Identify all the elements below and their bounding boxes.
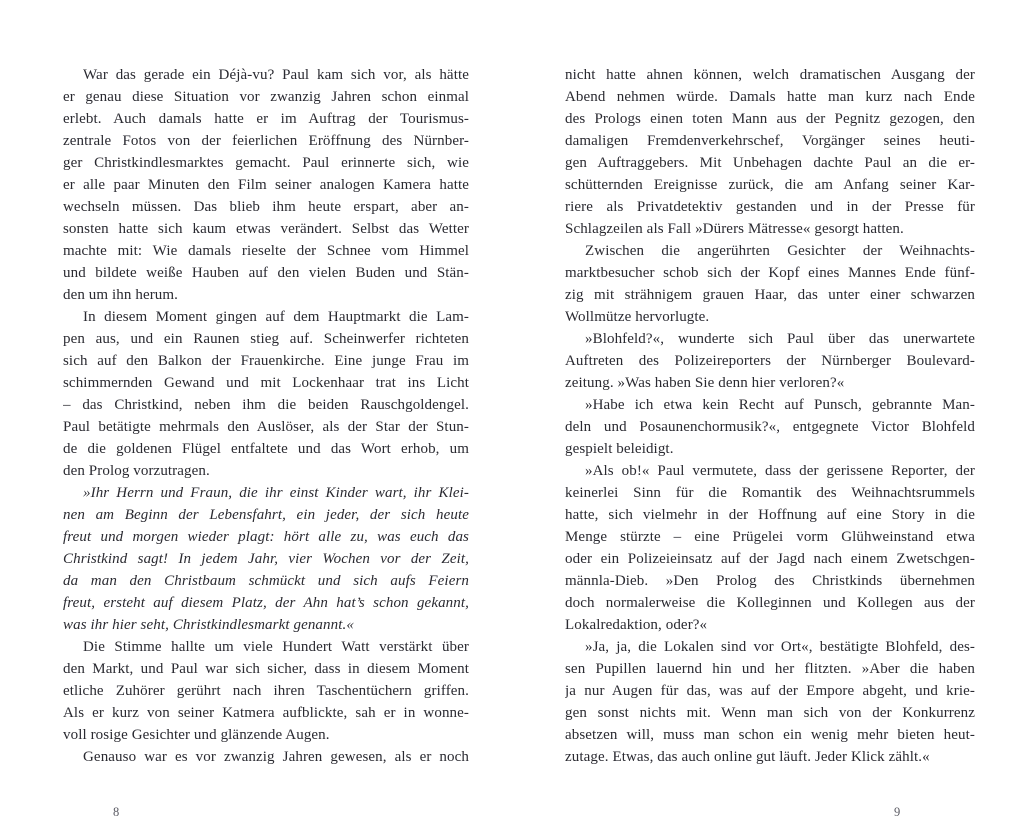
text-line: hatte, sich vielmehr in der Hoffnung auf eine Story in die xyxy=(565,507,975,523)
text-line: voll rosige Gesichter und glänzende Augen. xyxy=(63,727,330,743)
text-line: »Blohfeld?«, wunderte sich Paul über das unerwartete xyxy=(585,331,975,347)
text-line: gen sonst nichts mit. Wenn man sich von der Konkurrenz xyxy=(565,705,975,721)
paragraph xyxy=(63,306,469,482)
text-line: ger Christkindlesmarktes gemacht. Paul erinnerte sich, wie xyxy=(63,155,469,171)
text-line: oder ein Polizeieinsatz auf der Jagd nach einem Zwetschgen- xyxy=(565,551,975,567)
text-line: sonsten hatte sich kaum etwas verändert. Selbst das Wetter xyxy=(63,221,469,237)
page-number-left: 8 xyxy=(113,805,120,819)
paragraph xyxy=(63,746,469,768)
text-line: sen Pupillen lauernd hin und her flitzten. »Aber die haben xyxy=(565,661,975,677)
text-line: zutage. Etwas, das auch online gut läuft. Jeder Klick zählt.« xyxy=(565,749,930,765)
text-line: – das Christkind, neben ihm die beiden Rauschgoldengel. xyxy=(63,397,469,413)
text-line: wechseln müssen. Das blieb ihm heute erspart, aber an- xyxy=(63,199,469,215)
right-page xyxy=(565,64,975,768)
text-line: da man den Christbaum schmückt und sich aufs Feiern xyxy=(63,573,469,589)
text-line: freut und morgen wieder plagt: hört alle zu, was euch das xyxy=(63,529,469,545)
text-line: Abend nehmen würde. Damals hatte man kurz nach Ende xyxy=(565,89,975,105)
text-line: de die goldenen Flügel entfaltete und das Wort erhob, um xyxy=(63,441,469,457)
text-line: »Habe ich etwa kein Recht auf Punsch, gebrannte Man- xyxy=(585,397,975,413)
text-line: »Ihr Herrn und Fraun, die ihr einst Kinder wart, ihr Klei- xyxy=(83,485,469,501)
left-page xyxy=(63,64,469,768)
text-line: damaligen Fremdenverkehrschef, Vorgänger seines heuti- xyxy=(565,133,975,149)
paragraph xyxy=(565,394,975,460)
text-line: Christkind sagt! In jedem Jahr, vier Wochen vor der Zeit, xyxy=(63,551,469,567)
paragraph xyxy=(63,482,469,636)
text-line: sich auf den Balkon der Frauenkirche. Eine junge Frau im xyxy=(63,353,469,369)
text-line: riere als Privatdetektiv gestanden und in der Presse für xyxy=(565,199,975,215)
paragraph xyxy=(565,240,975,328)
text-line: machte mit: Wie damals rieselte der Schnee vom Himmel xyxy=(63,243,469,259)
text-line: er genau diese Situation vor zwanzig Jahren schon einmal xyxy=(63,89,469,105)
text-line: den um ihn herum. xyxy=(63,287,179,303)
text-line: Schlagzeilen als Fall »Dürers Mätresse« gesorgt hatten. xyxy=(565,221,904,237)
text-line: schütternden Ereignisse zurück, die am Anfang seiner Kar- xyxy=(565,177,975,193)
paragraph xyxy=(565,328,975,394)
text-line: Wollmütze hervorlugte. xyxy=(565,309,710,325)
text-line: den Markt, und Paul war sich sicher, dass in diesem Moment xyxy=(63,661,469,677)
text-line: War das gerade ein Déjà-vu? Paul kam sich vor, als hätte xyxy=(83,67,469,83)
text-line: nen am Beginn der Lebensfahrt, ein jeder, der sich heute xyxy=(63,507,469,523)
paragraph xyxy=(565,636,975,768)
text-line: »Als ob!« Paul vermutete, dass der gerissene Reporter, der xyxy=(585,463,975,479)
text-line: er alle paar Minuten den Film seiner analogen Kamera hatte xyxy=(63,177,469,193)
text-line: und bildete weiße Hauben auf den vielen Buden und Stän- xyxy=(63,265,469,281)
text-line: was ihr hier seht, Christkindlesmarkt genannt.« xyxy=(63,617,354,633)
page-number-right: 9 xyxy=(894,805,901,819)
text-line: In diesem Moment gingen auf dem Hauptmarkt die Lam- xyxy=(83,309,469,325)
text-line: zeitung. »Was haben Sie denn hier verloren?« xyxy=(565,375,845,391)
text-line: Genauso war es vor zwanzig Jahren gewesen, als er noch xyxy=(83,749,469,765)
text-line: erlebt. Auch damals hatte er im Auftrag der Tourismus- xyxy=(63,111,469,127)
text-line: zig mit strähnigem grauen Haar, das unter einer schwarzen xyxy=(565,287,975,303)
paragraph xyxy=(565,64,975,240)
paragraph xyxy=(63,64,469,306)
text-line: freut, ersteht auf diesem Platz, der Ahn hat’s schon gekannt, xyxy=(63,595,469,611)
text-line: Lokalredaktion, oder?« xyxy=(565,617,708,633)
text-line: pen aus, und ein Raunen stieg auf. Scheinwerfer richteten xyxy=(63,331,469,347)
text-line: Paul betätigte mehrmals den Auslöser, als der Star der Stun- xyxy=(63,419,469,435)
text-line: doch normalerweise die Kolleginnen und Kollegen aus der xyxy=(565,595,975,611)
text-line: gespielt beleidigt. xyxy=(565,441,674,457)
text-line: des Prologs einen toten Mann aus der Pegnitz gezogen, den xyxy=(565,111,975,127)
text-line: marktbesucher schob sich der Kopf eines Mannes Ende fünf- xyxy=(565,265,975,281)
text-line: deln und Posaunenchormusik?«, entgegnete Victor Blohfeld xyxy=(565,419,975,435)
text-line: ja nur Augen für das, was auf der Empore abgeht, und krie- xyxy=(565,683,975,699)
paragraph xyxy=(565,460,975,636)
text-line: zentrale Fotos von der feierlichen Eröffnung des Nürnber- xyxy=(63,133,469,149)
text-line: absetzen will, muss man schon ein wenig mehr bieten heut- xyxy=(565,727,975,743)
text-line: etliche Zuhörer gerührt nach ihren Taschentüchern griffen. xyxy=(63,683,469,699)
text-line: schimmernden Gewand und mit Lockenhaar trat ins Licht xyxy=(63,375,469,391)
text-line: Zwischen die angerührten Gesichter der Weihnachts- xyxy=(585,243,975,259)
text-line: gen Auftraggebers. Mit Unbehagen dachte Paul an die er- xyxy=(565,155,975,171)
text-line: keinerlei Sinn für die Romantik des Weihnachtsrummels xyxy=(565,485,975,501)
text-line: Menge stürzte – eine Prügelei vorm Glühweinstand etwa xyxy=(565,529,975,545)
text-line: Auftreten des Polizeireporters der Nürnberger Boulevard- xyxy=(565,353,975,369)
text-line: Die Stimme hallte um viele Hundert Watt verstärkt über xyxy=(83,639,469,655)
text-line: männla-Dieb. »Den Prolog des Christkinds übernehmen xyxy=(565,573,975,589)
paragraph xyxy=(63,636,469,746)
text-line: nicht hatte ahnen können, welch dramatischen Ausgang der xyxy=(565,67,975,83)
text-line: Als er kurz von seiner Katmera aufblickte, sah er in wonne- xyxy=(63,705,469,721)
text-line: den Prolog vorzutragen. xyxy=(63,463,210,479)
text-line: »Ja, ja, die Lokalen sind vor Ort«, bestätigte Blohfeld, des- xyxy=(585,639,975,655)
